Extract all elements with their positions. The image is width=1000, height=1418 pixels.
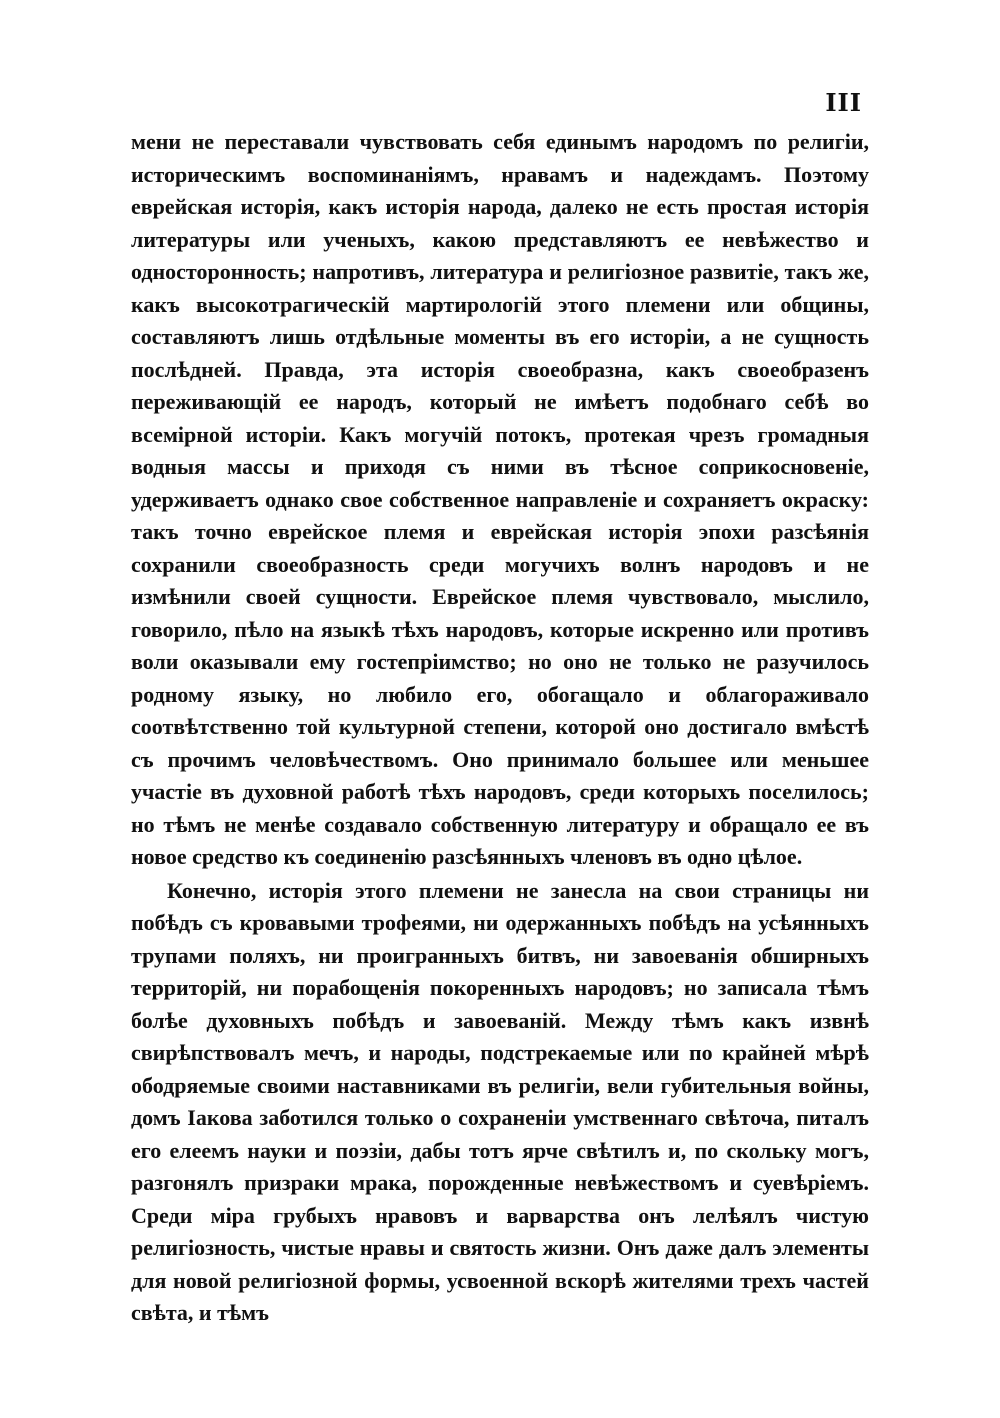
page-number: III: [825, 88, 862, 117]
paragraph-2: Конечно, исторія этого племени не занесла на свои страницы ни побѣдъ съ кровавыми трофеями, ни одержанныхъ побѣдъ на усѣянныхъ трупами поляхъ, ни проигранныхъ битвъ, ни завоеванія обширныхъ территорій, ни порабощенія покоренныхъ народовъ; но записала тѣмъ болѣе духовныхъ побѣдъ и завоеваній. Между тѣмъ какъ извнѣ свирѣпствовалъ мечъ, и народы, подстрекаемые или по крайней мѣрѣ ободряемые своими наставниками въ религіи, вели губительныя войны, домъ Іакова заботился только о сохраненіи умственнаго свѣточа, питалъ его елеемъ науки и поэзіи, дабы тотъ ярче свѣтилъ и, по скольку могъ, разгонялъ призраки мрака, порожденные невѣжествомъ и суевѣріемъ. Среди міра грубыхъ нравовъ и варварства онъ лелѣялъ чистую религіозность, чистые нравы и святость жизни. Онъ даже далъ элементы для новой религіозной формы, усвоенной вскорѣ жителями трехъ частей свѣта, и тѣмъ: [131, 877, 869, 1325]
body-text: [131, 126, 869, 1330]
paragraph-1: мени не переставали чувствовать себя единымъ народомъ по религіи, историческимъ воспоминаніямъ, нравамъ и надеждамъ. Поэтому еврейская исторія, какъ исторія народа, далеко не есть простая исторія литературы или ученыхъ, какою представляютъ ее невѣжество и односторонность; напротивъ, литература и религіозное развитіе, такъ же, какъ высокотрагическій мартирологій этого племени или общины, составляютъ лишь отдѣльные моменты въ его исторіи, а не сущность послѣдней. Правда, эта исторія своеобразна, какъ своеобразенъ переживающій ее народъ, который не имѣетъ подобнаго себѣ во всемірной исторіи. Какъ могучій потокъ, протекая чрезъ громадныя водныя массы и приходя съ ними въ тѣсное соприкосновеніе, удерживаетъ однако свое собственное направленіе и сохраняетъ окраску: такъ точно еврейское племя и еврейская исторія эпохи разсѣянія сохранили своеобразность среди могучихъ волнъ народовъ и не измѣнили своей сущности. Еврейское племя чувствовало, мыслило, говорило, пѣло на языкѣ тѣхъ народовъ, которые искренно или противъ воли оказывали ему гостепріимство; но оно не только не разучилось родному языку, но любило его, обогащало и облагораживало соотвѣтственно той культурной степени, которой оно достигало вмѣстѣ съ прочимъ человѣчествомъ. Оно принимало большее или меньшее участіе въ духовной работѣ тѣхъ народовъ, среди которыхъ поселилось; но тѣмъ не менѣе создавало собственную литературу и обращало ее въ новое средство къ соединенію разсѣянныхъ членовъ въ одно цѣлое.: [131, 129, 869, 869]
